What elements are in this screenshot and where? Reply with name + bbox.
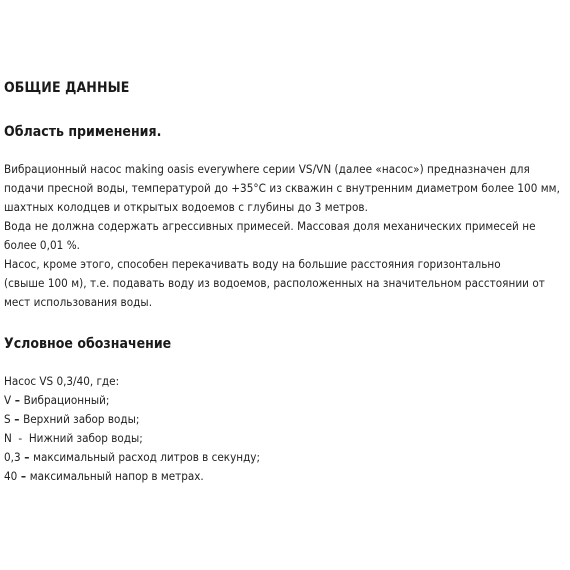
item-dash: –	[20, 450, 34, 464]
section-title: ОБЩИЕ ДАННЫЕ	[4, 80, 130, 96]
paragraph-line: Насос, кроме этого, способен перекачивать воду на большие расстояния горизонтально	[4, 257, 501, 271]
item-text: максимальный напор в метрах.	[29, 469, 204, 483]
paragraph-line: шахтных колодцев и открытых водоемов с глубины до 3 метров.	[4, 199, 368, 214]
item-code: 40	[4, 469, 18, 483]
paragraph-line: подачи пресной воды, температурой до +35°С из скважин с внутренним диаметром более 100 мм,	[4, 180, 560, 195]
paragraph-line: Вода не должна содержать агрессивных примесей. Массовая доля механических примесей не	[4, 219, 536, 233]
application-heading: Область применения.	[4, 124, 162, 140]
item-dash: -	[11, 431, 29, 445]
application-paragraph-1	[4, 160, 564, 217]
paragraph-line: мест использования воды.	[4, 294, 153, 309]
item-dash: –	[10, 412, 24, 426]
item-text: максимальный расход литров в секунду;	[33, 450, 260, 464]
designation-heading: Условное обозначение	[4, 336, 172, 352]
item-text: Верхний забор воды;	[23, 412, 140, 426]
list-item	[4, 448, 260, 467]
designation-intro: Насос VS 0,3/40, где:	[4, 374, 120, 388]
list-item	[4, 467, 260, 486]
paragraph-line: (свыше 100 м), т.е. подавать воду из водоемов, расположенных на значительном расстоянии от	[4, 275, 545, 290]
application-paragraph-2	[4, 217, 564, 255]
item-code: S	[4, 412, 11, 426]
list-item	[4, 391, 260, 410]
designation-list	[4, 372, 260, 486]
item-text: Нижний забор воды;	[28, 431, 143, 445]
item-text: Вибрационный;	[23, 393, 110, 407]
paragraph-line: более 0,01 %.	[4, 237, 81, 252]
application-paragraph-3	[4, 255, 564, 312]
paragraph-line: Вибрационный насос making oasis everywhere серии VS/VN (далее «насос») предназначен для	[4, 162, 530, 176]
item-code: 0,3	[4, 450, 21, 464]
item-code: N	[4, 431, 12, 445]
list-item	[4, 429, 260, 448]
item-dash: –	[11, 393, 24, 407]
item-dash: –	[17, 469, 30, 483]
item-code: V	[4, 393, 12, 407]
list-item	[4, 410, 260, 429]
